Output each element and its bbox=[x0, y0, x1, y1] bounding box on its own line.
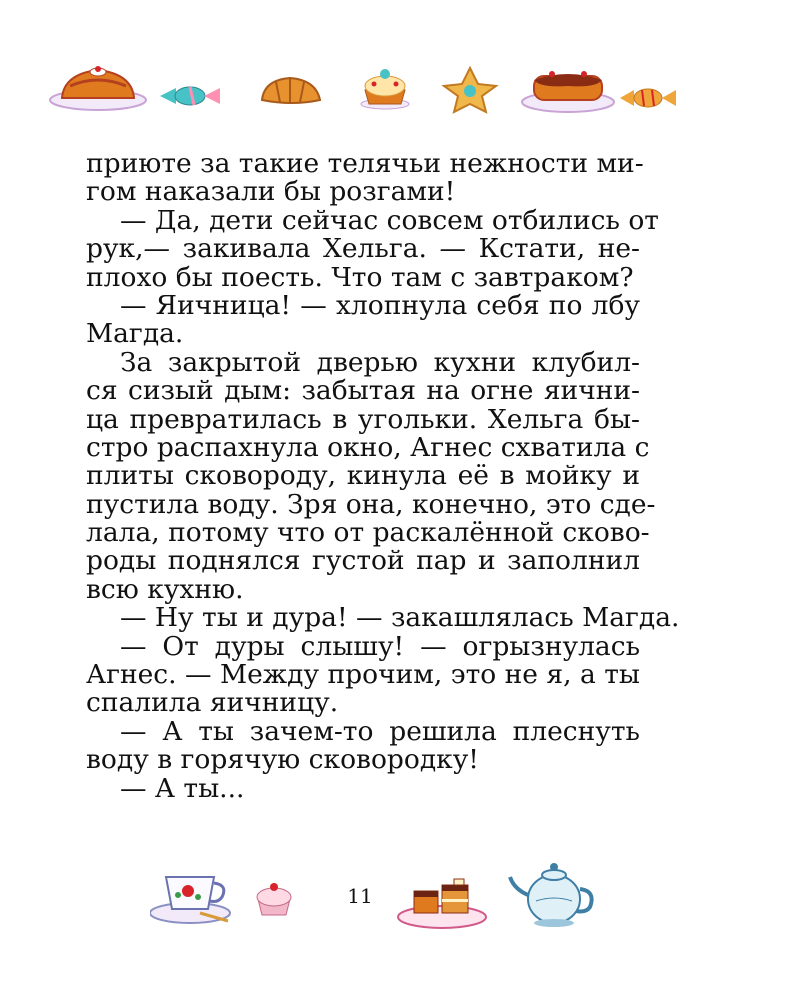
text-line: — А ты зачем-то решила плеснуть bbox=[120, 715, 640, 747]
teapot-icon bbox=[510, 863, 592, 927]
text-line: Агнес. — Между прочим, это не я, а ты bbox=[86, 659, 640, 691]
candy-icon bbox=[160, 87, 220, 105]
text-line: гом наказали бы розгами! bbox=[86, 176, 456, 208]
text-line: лала, потому что от раскалённой сково- bbox=[86, 517, 650, 549]
croissant-icon bbox=[262, 78, 320, 104]
star-cookie-icon bbox=[444, 68, 496, 112]
text-line: — От дуры слышу! — огрызнулась bbox=[120, 630, 640, 662]
cake-slices-icon bbox=[398, 879, 486, 928]
top-pastry-border bbox=[40, 60, 760, 120]
text-line: стро распахнула окно, Агнес схватила с bbox=[86, 431, 650, 463]
text-line: ца превратилась в угольки. Хельга бы- bbox=[86, 403, 640, 435]
text-line: — А ты... bbox=[120, 772, 245, 804]
text-line: Магда. bbox=[86, 318, 184, 350]
text-line: плиты сковороду, кинула её в мойку и bbox=[86, 460, 640, 492]
story-text bbox=[86, 148, 680, 804]
text-line: — Да, дети сейчас совсем отбились от bbox=[120, 204, 659, 236]
text-line: роды поднялся густой пар и заполнил bbox=[86, 545, 640, 577]
cupcake-icon bbox=[361, 69, 409, 109]
text-line: приюте за такие телячьи нежности ми- bbox=[86, 148, 644, 179]
text-line: воду в горячую сковородку! bbox=[86, 744, 479, 776]
page-number: 11 bbox=[347, 884, 373, 908]
text-line: плохо бы поесть. Что там с завтраком? bbox=[86, 261, 634, 293]
mini-cupcake-icon bbox=[257, 883, 291, 915]
text-line: рук,— закивала Хельга. — Кстати, не- bbox=[86, 233, 640, 265]
text-line: За закрытой дверью кухни клубил- bbox=[120, 346, 640, 378]
text-line: — Яичница! — хлопнула себя по лбу bbox=[120, 289, 640, 321]
teacup-icon bbox=[150, 877, 230, 923]
text-line: спалила яичницу. bbox=[86, 687, 339, 719]
toffee-icon bbox=[620, 89, 676, 107]
text-line: ся сизый дым: забытая на огне яични- bbox=[86, 375, 640, 407]
text-line: всю кухню. bbox=[86, 573, 244, 605]
glazed-cake-icon bbox=[522, 71, 614, 112]
text-line: пустила воду. Зря она, конечно, это сде- bbox=[86, 488, 656, 520]
bundt-cake-icon bbox=[50, 66, 146, 110]
text-line: — Ну ты и дура! — закашлялась Магда. bbox=[120, 602, 680, 634]
